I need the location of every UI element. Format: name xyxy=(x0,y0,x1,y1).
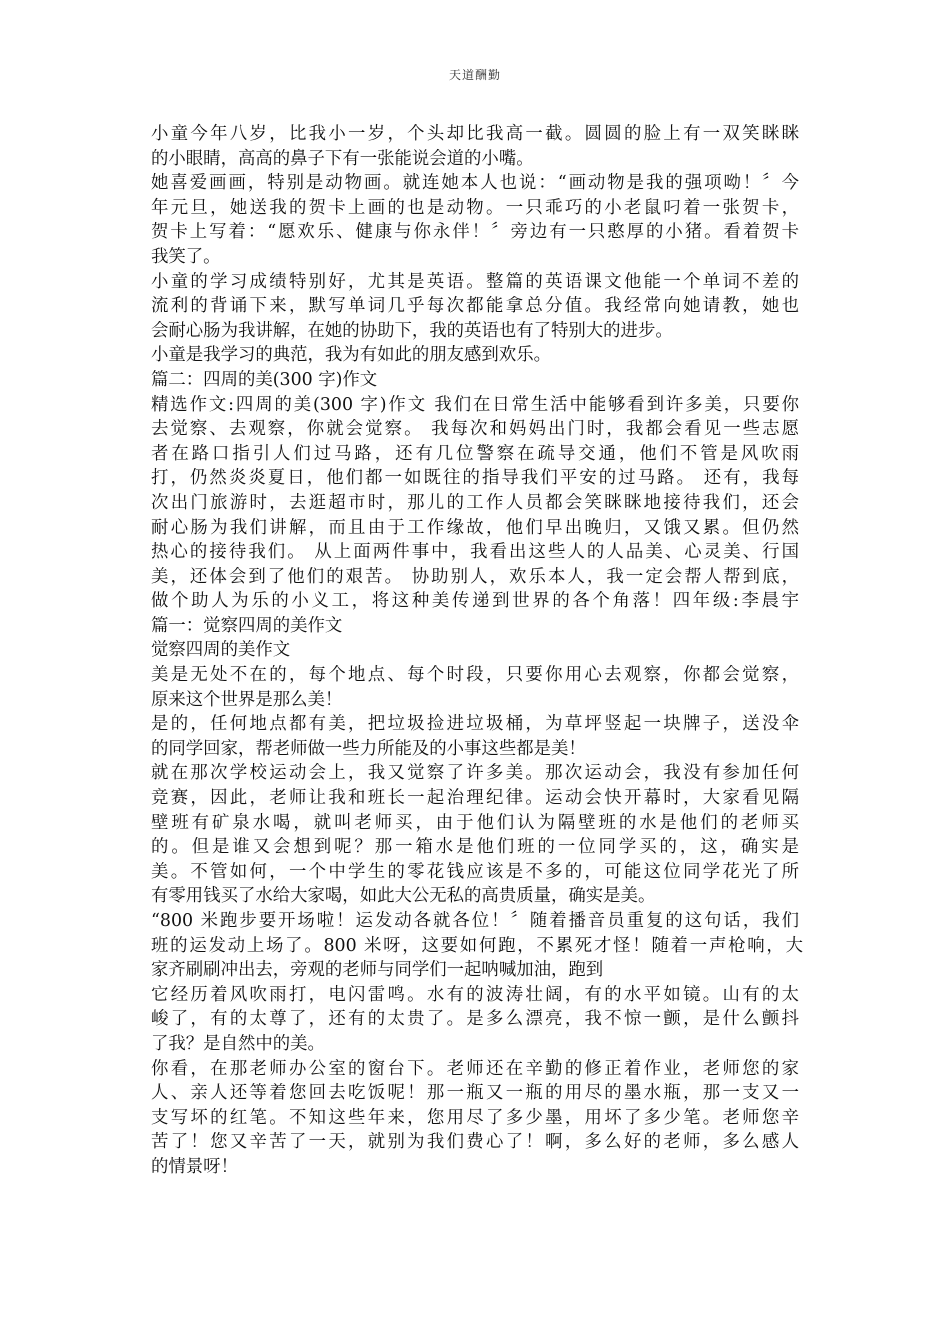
text-line: 壁班有矿泉水喝，就叫老师买，由于他们认为隔壁班的水是他们的老师买 xyxy=(151,812,799,833)
text-line: 会耐心肠为我讲解，在她的协助下，我的英语也有了特别大的进步。 xyxy=(151,320,673,341)
text-line: 耐心肠为我们讲解，而且由于工作缘故，他们早出晚归，又饿又累。但仍然 xyxy=(151,517,799,538)
text-line: 人、亲人还等着您回去吃饭呢！那一瓶又一瓶的用尽的墨水瓶，那一支又一 xyxy=(151,1083,799,1104)
text-line: 热心的接待我们。 从上面两件事中，我看出这些人的人品美、心灵美、行国 xyxy=(151,542,799,563)
text-line: 篇二：四周的美(300 字)作文 xyxy=(151,369,378,390)
text-line: 原来这个世界是那么美！ xyxy=(151,689,343,710)
text-line: 精选作文:四周的美(300 字)作文 我们在日常生活中能够看到许多美，只要你 xyxy=(151,394,799,415)
text-line: 了我？是自然中的美。 xyxy=(151,1033,325,1054)
text-line: 就在那次学校运动会上，我又觉察了许多美。那次运动会，我没有参加任何 xyxy=(151,763,799,784)
text-line: 她喜爱画画，特别是动物画。就连她本人也说：“画动物是我的强项呦！〞今 xyxy=(151,173,799,194)
text-line: 去觉察、去观察，你就会觉察。 我每次和妈妈出门时，我都会看见一些志愿 xyxy=(151,419,799,440)
page-header: 天道酬勤 xyxy=(448,68,501,82)
text-line: 竞赛，因此，老师让我和班长一起治理纪律。运动会快开幕时，大家看见隔 xyxy=(151,788,799,809)
text-line: 它经历着风吹雨打，电闪雷鸣。水有的波涛壮阔，有的水平如镜。山有的太 xyxy=(151,984,799,1005)
text-line: “800 米跑步要开场啦！运发动各就各位！〞随着播音员重复的这句话，我们 xyxy=(151,911,799,931)
text-line: 做个助人为乐的小义工，将这种美传递到世界的各个角落！四年级:李晨宇 xyxy=(151,591,799,612)
text-line: 支写坏的红笔。不知这些年来，您用尽了多少墨，用坏了多少笔。老师您辛 xyxy=(151,1107,799,1128)
text-line: 是的，任何地点都有美，把垃圾捡进垃圾桶，为草坪竖起一块牌子，送没伞 xyxy=(151,714,799,735)
text-line: 打，仍然炎炎夏日，他们都一如既往的指导我们平安的过马路。 还有，我每 xyxy=(151,468,799,489)
text-line: 觉察四周的美作文 xyxy=(151,640,291,661)
text-line: 美。不管如何，一个中学生的零花钱应该是不多的，可能这位同学花光了所 xyxy=(151,861,799,882)
text-line: 美，还体会到了他们的艰苦。 协助别人，欢乐本人，我一定会帮人帮到底， xyxy=(151,566,799,587)
text-line: 苦了！您又辛苦了一天，就别为我们费心了！啊，多么好的老师，多么感人 xyxy=(151,1132,799,1153)
text-line: 的情景呀！ xyxy=(151,1156,238,1177)
text-line: 贺卡上写着：“愿欢乐、健康与你永伴！〞旁边有一只憨厚的小猪。看着贺卡 xyxy=(151,222,799,243)
text-line: 我笑了。 xyxy=(151,246,221,267)
text-line: 你看，在那老师办公室的窗台下。老师还在辛勤的修正着作业，老师您的家 xyxy=(151,1058,799,1079)
text-line: 次出门旅游时，去逛超市时，那儿的工作人员都会笑眯眯地接待我们，还会 xyxy=(151,492,799,513)
text-line: 流利的背诵下来，默写单词几乎每次都能拿总分值。我经常向她请教，她也 xyxy=(151,296,799,317)
text-line: 小童的学习成绩特别好，尤其是英语。整篇的英语课文他能一个单词不差的 xyxy=(151,271,799,292)
text-line: 的。但是谁又会想到呢？那一箱水是他们班的一位同学买的，这，确实是 xyxy=(151,837,799,858)
text-line: 篇一：觉察四周的美作文 xyxy=(151,615,343,636)
text-line: 峻了，有的太尊了，还有的太贵了。是多么漂亮，我不惊一颤，是什么颤抖 xyxy=(151,1009,799,1030)
text-line: 班的运发动上场了。800 米呀，这要如何跑，不累死才怪！随着一声枪响，大 xyxy=(151,935,803,956)
text-line: 者在路口指引人们过马路，还有几位警察在疏导交通，他们不管是风吹雨 xyxy=(151,443,799,464)
text-line: 美是无处不在的，每个地点、每个时段，只要你用心去观察，你都会觉察， xyxy=(151,665,799,686)
text-line: 的小眼睛，高高的鼻子下有一张能说会道的小嘴。 xyxy=(151,148,534,169)
text-line: 小童是我学习的典范，我为有如此的朋友感到欢乐。 xyxy=(151,345,551,366)
text-line: 家齐刷刷冲出去，旁观的老师与同学们一起呐喊加油，跑到 xyxy=(151,960,604,981)
text-line: 的同学回家，帮老师做一些力所能及的小事这些都是美！ xyxy=(151,738,586,759)
document-body xyxy=(151,122,803,1180)
text-line: 有零用钱买了水给大家喝，如此大公无私的高贵质量，确实是美。 xyxy=(151,886,656,907)
text-line: 小童今年八岁，比我小一岁，个头却比我高一截。圆圆的脸上有一双笑眯眯 xyxy=(151,124,799,144)
text-line: 年元旦，她送我的贺卡上画的也是动物。一只乖巧的小老鼠叼着一张贺卡， xyxy=(151,197,799,218)
